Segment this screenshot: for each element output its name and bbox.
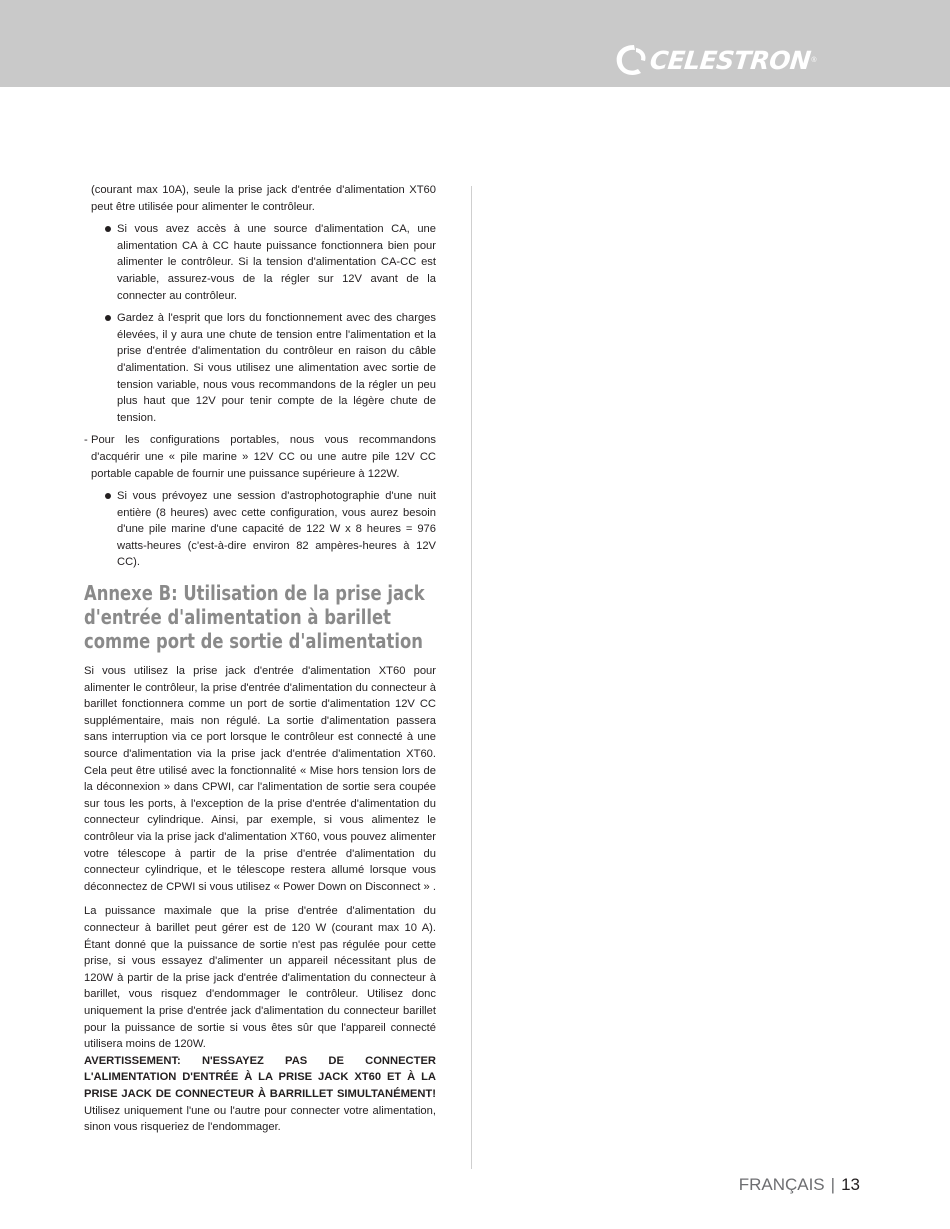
bullet-text: Gardez à l'esprit que lors du fonctionnement avec des charges élevées, il y aura une chute de tension entre l'alimentation et la prise d'entrée d'alimentation du contrôleur en raison du câble d'alimentation. Si vous utilisez une alimentation avec sortie de tension variable, nous vous recommandons de la régler un peu plus haut que 12V pour tenir compte de la légère chute de tension. bbox=[117, 312, 436, 424]
page-header-band bbox=[0, 0, 950, 87]
footer-language: FRANÇAIS bbox=[738, 1175, 825, 1194]
bullet-icon bbox=[105, 226, 111, 232]
warning-paragraph bbox=[84, 1053, 436, 1136]
main-text-column bbox=[84, 182, 436, 1136]
list-item bbox=[84, 221, 436, 304]
celestron-logo bbox=[614, 40, 854, 80]
bullet-icon bbox=[105, 315, 111, 321]
bullet-text: Si vous prévoyez une session d'astrophotographie d'une nuit entière (8 heures) avec cette configuration, vous aurez besoin d'une pile marine d'une capacité de 122 W x 8 heures = 976 watts-heures (c'est-à-dire environ 82 ampères-heures à 12V CC). bbox=[117, 490, 436, 569]
section-heading: Annexe B: Utilisation de la prise jack d'entrée d'alimentation à barillet comme port de sortie d'alimentation bbox=[84, 581, 425, 654]
dash-item-text: Pour les configurations portables, nous vous recommandons d'acquérir une « pile marine » 12V CC ou une autre pile 12V CC portable capable de fournir une puissance supérieure à 122W. bbox=[91, 434, 436, 480]
dash-marker: - bbox=[84, 434, 88, 447]
registered-mark: ® bbox=[811, 56, 817, 64]
warning-rest-text: Utilisez uniquement l'une ou l'autre pour connecter votre alimentation, sinon vous risqueriez de l'endommager. bbox=[84, 1104, 436, 1134]
list-item bbox=[84, 488, 436, 571]
warning-bold-text: AVERTISSEMENT: N'ESSAYEZ PAS DE CONNECTER L'ALIMENTATION D'ENTRÉE À LA PRISE JACK XT60 ET À LA PRISE JACK DE CONNECTEUR À BARRILLET SIMULTANÉMENT! bbox=[84, 1054, 436, 1100]
list-item bbox=[84, 310, 436, 426]
column-divider bbox=[471, 186, 472, 1169]
bullet-text: Si vous avez accès à une source d'alimentation CA, une alimentation CA à CC haute puissance fonctionnera bien pour alimenter le contrôleur. Si la tension d'alimentation CA-CC est variable, assurez-vous de la régler sur 12V avant de la connecter au contrôleur. bbox=[117, 223, 436, 302]
intro-continuation: (courant max 10A), seule la prise jack d'entrée d'alimentation XT60 peut être utilisée pour alimenter le contrôleur. bbox=[91, 184, 436, 213]
body-paragraph: Si vous utilisez la prise jack d'entrée d'alimentation XT60 pour alimenter le contrôleur, la prise d'entrée d'alimentation du connecteur à barillet fonctionnera comme un port de sortie d'alimentation 12V CC supplémentaire, mais non régulé. La sortie d'alimentation passera sans interruption via ce port lorsque le contrôleur est connecté à une source d'alimentation via la prise jack d'entrée d'alimentation XT60. Cela peut être utilisé avec la fonctionnalité « Mise hors tension lors de la déconnexion » dans CPWI, car l'alimentation de sortie sera coupée sur tous les ports, à l'exception de la prise d'entrée d'alimentation du connecteur cylindrique. Ainsi, par exemple, si vous alimentez le contrôleur via la prise jack d'alimentation XT60, vous pouvez alimenter votre télescope à partir de la prise d'entrée d'alimentation du connecteur cylindrique, et le télescope restera allumé lorsque vous déconnectez de CPWI si vous utilisez « Power Down on Disconnect » . bbox=[84, 665, 436, 893]
bullet-icon bbox=[105, 493, 111, 499]
page-footer bbox=[739, 1175, 860, 1195]
celestron-swoosh-icon bbox=[614, 42, 648, 78]
body-paragraph: La puissance maximale que la prise d'entrée d'alimentation du connecteur à barillet peut gérer est de 120 W (courant max 10 A). Étant donné que la puissance de sortie n'est pas régulée pour cette prise, si vous essayez d'alimenter un appareil nécessitant plus de 120W à partir de la prise jack d'entrée d'alimentation du connecteur à barillet, vous risquez d'endommager le contrôleur. Utilisez donc uniquement la prise d'entrée jack d'alimentation du connecteur barillet pour la puissance de sortie si vous êtes sûr que l'appareil connecté utilisera moins de 120W. bbox=[84, 905, 436, 1051]
page-number: 13 bbox=[841, 1175, 860, 1194]
dash-list-item bbox=[84, 432, 436, 482]
footer-separator: | bbox=[830, 1175, 836, 1194]
logo-wordmark: CELESTRON bbox=[648, 45, 812, 75]
